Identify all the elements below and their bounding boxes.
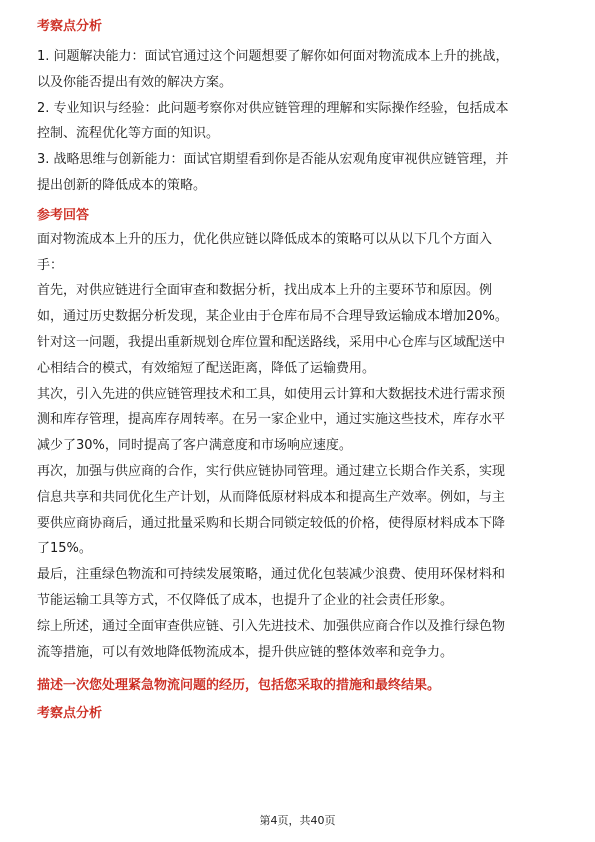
text-line: 节能运输工具等方式，不仅降低了成本，也提升了企业的社会责任形象。 <box>37 592 454 608</box>
section-heading-reference-answer: 参考回答 <box>37 207 90 223</box>
text-line: 流等措施，可以有效地降低物流成本，提升供应链的整体效率和竞争力。 <box>37 644 454 660</box>
text-line: 提出创新的降低成本的策略。 <box>37 177 207 193</box>
text-line: 2. 专业知识与经验：此问题考察你对供应链管理的理解和实际操作经验，包括成本 <box>37 100 509 116</box>
answer-paragraph <box>37 330 560 382</box>
text-line: 首先，对供应链进行全面审查和数据分析，找出成本上升的主要环节和原因。例 <box>37 283 493 299</box>
text-line: 控制、流程优化等方面的知识。 <box>37 126 220 142</box>
text-line: 手： <box>37 257 64 273</box>
text-line: 以及你能否提出有效的解决方案。 <box>37 74 233 90</box>
text-line: 其次，引入先进的供应链管理技术和工具，如使用云计算和大数据技术进行需求预 <box>37 386 506 402</box>
page-number: 第4页，共40页 <box>259 814 336 827</box>
text-line: 减少了30%，同时提高了客户满意度和市场响应速度。 <box>37 438 352 454</box>
text-line: 要供应商协商后，通过批量采购和长期合同锁定较低的价格，使得原材料成本下降 <box>37 515 506 531</box>
answer-paragraph <box>37 382 560 459</box>
text-line: 针对这一问题，我提出重新规划仓库位置和配送路线，采用中心仓库与区域配送中 <box>37 334 506 350</box>
text-line: 再次，加强与供应商的合作，实行供应链协同管理。通过建立长期合作关系，实现 <box>37 463 506 479</box>
answer-paragraph <box>37 459 560 562</box>
analysis-point <box>37 147 560 199</box>
answer-paragraph <box>37 227 560 279</box>
section-heading-analysis: 考察点分析 <box>37 19 103 34</box>
text-line: 1. 问题解决能力：面试官通过这个问题想要了解你如何面对物流成本上升的挑战， <box>37 49 509 64</box>
document-page <box>37 16 560 725</box>
text-line: 了15%。 <box>37 541 92 557</box>
text-line: 如，通过历史数据分析发现，某企业由于仓库布局不合理导致运输成本增加20%。 <box>37 309 508 325</box>
answer-paragraph <box>37 614 560 666</box>
text-line: 最后，注重绿色物流和可持续发展策略，通过优化包装减少浪费、使用环保材料和 <box>37 567 506 583</box>
text-line: 3. 战略思维与创新能力：面试官期望看到你是否能从宏观角度审视供应链管理，并 <box>37 152 509 168</box>
answer-paragraph <box>37 278 560 330</box>
next-question-title: 描述一次您处理紧急物流问题的经历，包括您采取的措施和最终结果。 <box>37 678 441 694</box>
analysis-point <box>37 44 560 96</box>
analysis-point <box>37 96 560 148</box>
text-line: 心相结合的模式，有效缩短了配送距离，降低了运输费用。 <box>37 360 376 376</box>
text-line: 面对物流成本上升的压力，优化供应链以降低成本的策略可以从以下几个方面入 <box>37 231 493 247</box>
answer-paragraph <box>37 562 560 614</box>
text-line: 测和库存管理，提高库存周转率。在另一家企业中，通过实施这些技术，库存水平 <box>37 412 506 428</box>
text-line: 综上所述，通过全面审查供应链、引入先进技术、加强供应商合作以及推行绿色物 <box>37 618 506 634</box>
text-line: 信息共享和共同优化生产计划，从而降低原材料成本和提高生产效率。例如，与主 <box>37 489 506 505</box>
section-heading-analysis-next: 考察点分析 <box>37 706 103 722</box>
